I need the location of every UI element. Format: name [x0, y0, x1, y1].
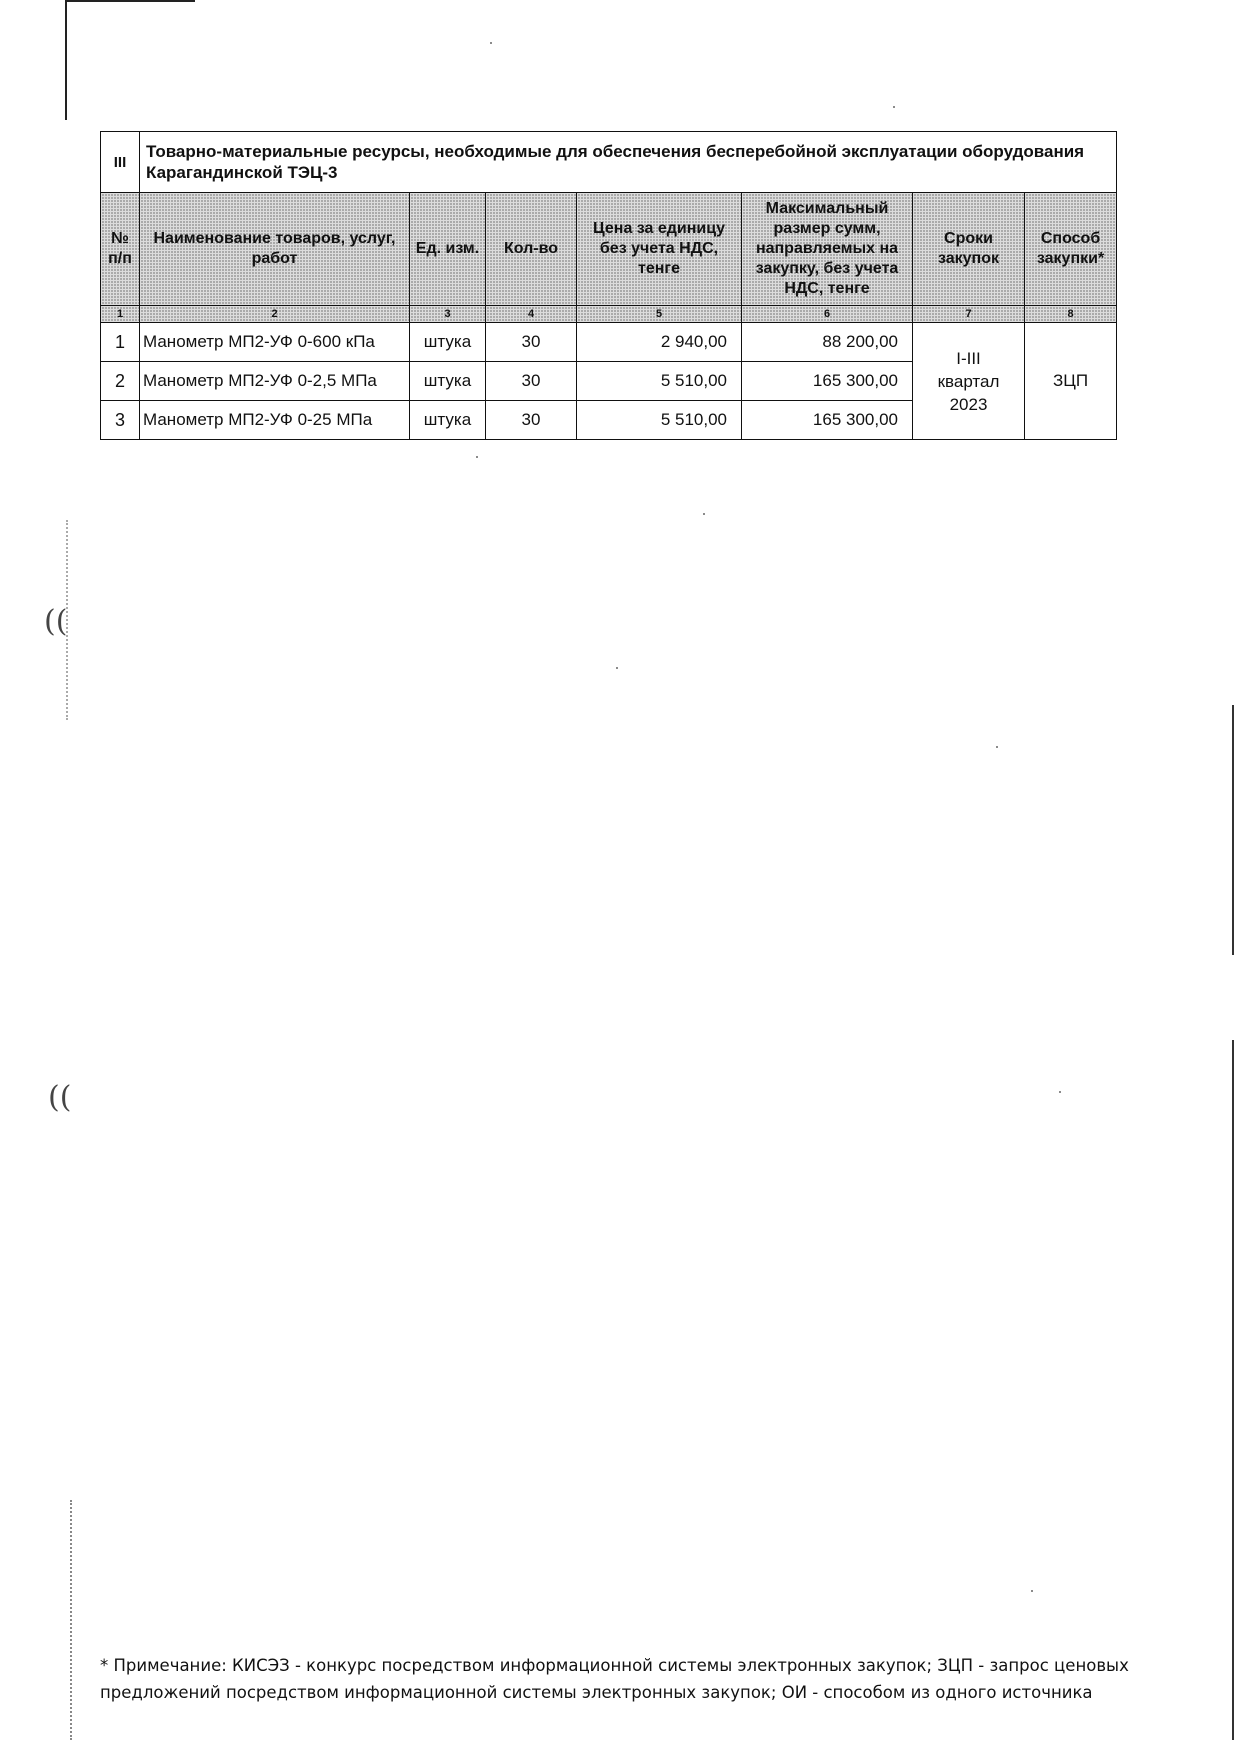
procurement-method: ЗЦП: [1025, 323, 1117, 440]
header-unit-price: Цена за единицу без учета НДС, тенге: [577, 193, 742, 306]
scan-speck: [893, 106, 895, 108]
item-unit-price: 5 510,00: [577, 362, 742, 401]
column-number: 6: [742, 306, 913, 323]
item-unit-price: 5 510,00: [577, 401, 742, 440]
item-total: 88 200,00: [742, 323, 913, 362]
column-number: 2: [140, 306, 410, 323]
scan-dots: [70, 1500, 74, 1740]
header-period: Сроки закупок: [913, 193, 1025, 306]
period-unit: квартал: [937, 371, 1000, 391]
scan-speck: [703, 513, 705, 515]
header-quantity: Кол-во: [486, 193, 577, 306]
header-number: № п/п: [101, 193, 140, 306]
item-name: Манометр МП2-УФ 0-25 МПа: [140, 401, 410, 440]
item-unit: штука: [410, 323, 486, 362]
column-number: 5: [577, 306, 742, 323]
column-header-row: [101, 193, 1117, 306]
item-name: Манометр МП2-УФ 0-600 кПа: [140, 323, 410, 362]
header-max-amount: Максимальный размер сумм, направляемых на закупку, без учета НДС, тенге: [742, 193, 913, 306]
punch-hole-mark: ((: [44, 604, 68, 639]
period-quarters: I-III: [956, 348, 981, 368]
procurement-table: [100, 131, 1117, 440]
item-quantity: 30: [486, 401, 577, 440]
period-year: 2023: [949, 394, 988, 414]
table-row: [101, 323, 1117, 362]
column-number: 1: [101, 306, 140, 323]
scan-edge-right: [1232, 705, 1234, 955]
scan-edge-right: [1232, 1040, 1234, 1740]
scan-speck: [476, 456, 478, 458]
item-total: 165 300,00: [742, 362, 913, 401]
row-number: 2: [101, 362, 140, 401]
column-number: 7: [913, 306, 1025, 323]
item-quantity: 30: [486, 323, 577, 362]
scan-speck: [490, 42, 492, 44]
footnote: * Примечание: КИСЭЗ - конкурс посредством информационной системы электронных закупок; ЗЦП - запрос ценовых предложений посредством информационной системы электронных закупок; ОИ - способом из одного источника: [100, 1656, 1129, 1702]
section-title: Товарно-материальные ресурсы, необходимые для обеспечения бесперебойной эксплуатации оборудования Карагандинской ТЭЦ-3: [140, 132, 1117, 193]
scan-edge-top: [65, 0, 195, 2]
item-total: 165 300,00: [742, 401, 913, 440]
scan-edge-left: [65, 0, 67, 120]
header-method: Способ закупки*: [1025, 193, 1117, 306]
row-number: 3: [101, 401, 140, 440]
item-name: Манометр МП2-УФ 0-2,5 МПа: [140, 362, 410, 401]
punch-hole-mark: ((: [48, 1080, 72, 1115]
item-unit-price: 2 940,00: [577, 323, 742, 362]
section-header-row: [101, 132, 1117, 193]
column-number-row: [101, 306, 1117, 323]
scan-speck: [616, 667, 618, 669]
item-unit: штука: [410, 401, 486, 440]
scan-speck: [1031, 1590, 1033, 1592]
header-name: Наименование товаров, услуг, работ: [140, 193, 410, 306]
column-number: 4: [486, 306, 577, 323]
section-number: III: [101, 132, 140, 193]
scan-speck: [1059, 1091, 1061, 1093]
item-unit: штука: [410, 362, 486, 401]
procurement-period: [913, 323, 1025, 440]
row-number: 1: [101, 323, 140, 362]
column-number: 3: [410, 306, 486, 323]
column-number: 8: [1025, 306, 1117, 323]
item-quantity: 30: [486, 362, 577, 401]
header-unit: Ед. изм.: [410, 193, 486, 306]
scan-speck: [996, 746, 998, 748]
